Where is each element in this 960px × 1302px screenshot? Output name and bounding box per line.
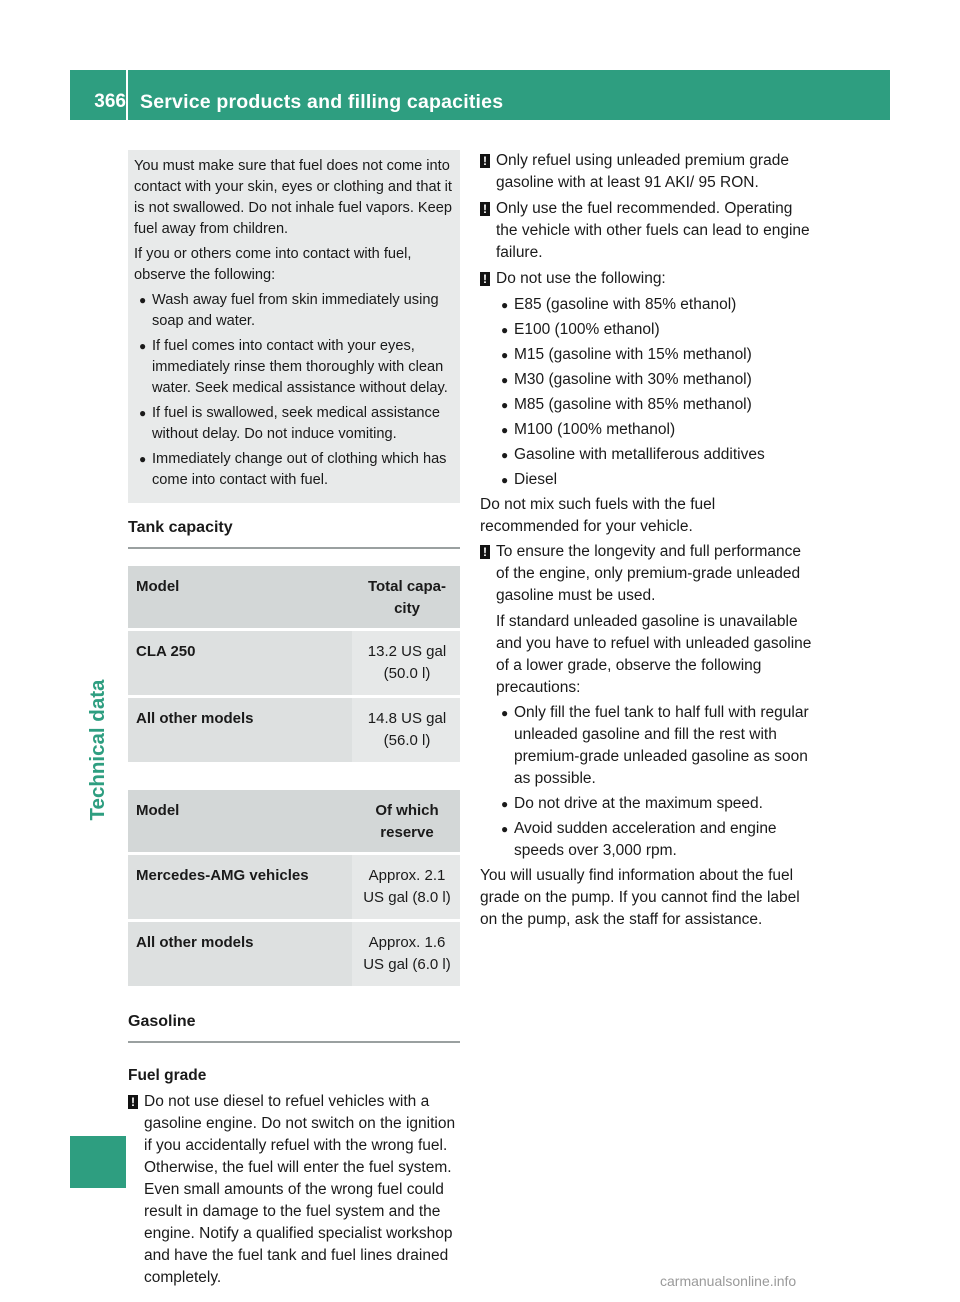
note-item: [128, 1091, 460, 1289]
table-cell: Mercedes-AMG vehicles: [128, 855, 352, 919]
bullet-icon: ●: [501, 298, 509, 312]
chapter-tab-marker: [70, 1136, 126, 1188]
note-item: [480, 150, 812, 194]
bullet-icon: ●: [501, 373, 509, 387]
fuel-exclusion-list: [480, 294, 812, 538]
warning-paragraph: If you or others come into contact with fuel, observe the following:: [134, 246, 412, 283]
fuel-grade-subheading: Fuel grade: [128, 1067, 207, 1084]
table-cell: Approx. 1.6 US gal (6.0 l): [352, 922, 460, 986]
list-item: ● Avoid sudden acceleration and engine speeds over 3,000 rpm.: [501, 820, 777, 859]
right-column: [480, 150, 812, 934]
list-item: ● E100 (100% ethanol): [496, 319, 812, 341]
note-text: Only use the fuel recommended. Operating the vehicle with other fuels can lead to engine failure.: [496, 200, 810, 261]
bullet-icon: ●: [501, 323, 509, 337]
table-header: Total capa-city: [352, 566, 460, 628]
table-row: [128, 698, 460, 762]
note-text: Only refuel using unleaded premium grade gasoline with at least 91 AKI/ 95 RON.: [496, 152, 789, 191]
bullet-icon: ●: [501, 448, 509, 462]
note-item: [480, 268, 812, 290]
header-divider: [126, 70, 128, 120]
tank-capacity-table: [128, 563, 460, 765]
table-cell: CLA 250: [128, 631, 352, 695]
page-number: 366: [94, 91, 126, 112]
table-cell: 14.8 US gal (56.0 l): [352, 698, 460, 762]
table-row: [128, 922, 460, 986]
exclamation-icon: !: [480, 202, 490, 216]
note-item: [480, 198, 812, 264]
table-cell: All other models: [128, 698, 352, 762]
side-chapter-text: Technical data: [86, 679, 109, 821]
bullet-icon: ●: [501, 822, 509, 836]
page-header: [70, 70, 890, 120]
note-text: Do not use the following:: [496, 270, 666, 287]
list-item: ● Only fill the fuel tank to half full with regular unleaded gasoline and fill the rest with premium-grade unleaded gasoline as soon as possible.: [501, 704, 809, 787]
list-item: ● Gasoline with metalliferous additives: [496, 444, 812, 466]
lower-grade-precautions: [480, 611, 812, 862]
bullet-icon: ●: [501, 423, 509, 437]
note-text: Do not use diesel to refuel vehicles with a gasoline engine. Do not switch on the ignition if you accidentally refuel with the wrong fuel. Otherwise, the fuel will enter the fuel system. Even small amounts of the wrong fuel could result in damage to the fuel system and the engine. Notify a qualified specialist workshop and have the fuel tank and fuel lines drained completely.: [144, 1093, 456, 1286]
section-title: Service products and filling capacities: [140, 91, 504, 113]
list-item: ● M30 (gasoline with 30% methanol): [496, 369, 812, 391]
tank-capacity-heading: Tank capacity: [128, 517, 460, 549]
table-cell: Approx. 2.1 US gal (8.0 l): [352, 855, 460, 919]
table-header: Model: [128, 566, 352, 628]
table-header: Model: [128, 790, 352, 852]
reserve-table: [128, 787, 460, 989]
gasoline-heading: Gasoline: [128, 1011, 460, 1043]
table-header: Of which reserve: [352, 790, 460, 852]
exclamation-icon: !: [480, 545, 490, 559]
note-item: [480, 541, 812, 607]
bullet-icon: ●: [139, 293, 147, 307]
list-item: ● M15 (gasoline with 15% methanol): [496, 344, 812, 366]
bullet-icon: ●: [139, 406, 147, 420]
list-item: ● Immediately change out of clothing which has come into contact with fuel.: [139, 451, 447, 488]
bullet-icon: ●: [139, 339, 147, 353]
warning-box: [128, 150, 460, 503]
list-item: ● Diesel: [496, 469, 812, 491]
table-row: [128, 631, 460, 695]
list-item: ● If fuel comes into contact with your eyes, immediately rinse them thoroughly with clean water. Seek medical assistance without delay.: [139, 338, 448, 396]
bullet-icon: ●: [139, 452, 147, 466]
list-item: ● If fuel is swallowed, seek medical assistance without delay. Do not induce vomiting.: [139, 405, 440, 442]
bullet-icon: ●: [501, 348, 509, 362]
table-row: [128, 855, 460, 919]
list-item: ● E85 (gasoline with 85% ethanol): [496, 294, 812, 316]
list-item: ● Wash away fuel from skin immediately using soap and water.: [139, 292, 439, 329]
bullet-icon: ●: [501, 706, 509, 720]
warning-paragraph: You must make sure that fuel does not come into contact with your skin, eyes or clothing and that it is not swallowed. Do not inhale fuel vapors. Keep fuel away from children.: [134, 158, 453, 237]
exclamation-icon: !: [480, 154, 490, 168]
left-column: [128, 150, 460, 1293]
table-cell: 13.2 US gal (50.0 l): [352, 631, 460, 695]
note-text: If standard unleaded gasoline is unavailable and you have to refuel with unleaded gasoline of a lower grade, observe the following precautions:: [496, 613, 812, 696]
note-text: Do not mix such fuels with the fuel recommended for your vehicle.: [480, 496, 716, 535]
exclamation-icon: !: [480, 272, 490, 286]
bullet-icon: ●: [501, 797, 509, 811]
table-cell: All other models: [128, 922, 352, 986]
watermark-text: carmanualsonline.info: [660, 1273, 797, 1289]
exclamation-icon: !: [128, 1095, 138, 1109]
closing-paragraph: You will usually find information about the fuel grade on the pump. If you cannot find the label on the pump, ask the staff for assistance.: [480, 867, 800, 928]
list-item: ● Do not drive at the maximum speed.: [496, 793, 812, 815]
list-item: ● M85 (gasoline with 85% methanol): [496, 394, 812, 416]
list-item: ● M100 (100% methanol): [496, 419, 812, 441]
bullet-icon: ●: [501, 398, 509, 412]
bullet-icon: ●: [501, 473, 509, 487]
note-text: To ensure the longevity and full performance of the engine, only premium-grade unleaded gasoline must be used.: [496, 543, 802, 604]
